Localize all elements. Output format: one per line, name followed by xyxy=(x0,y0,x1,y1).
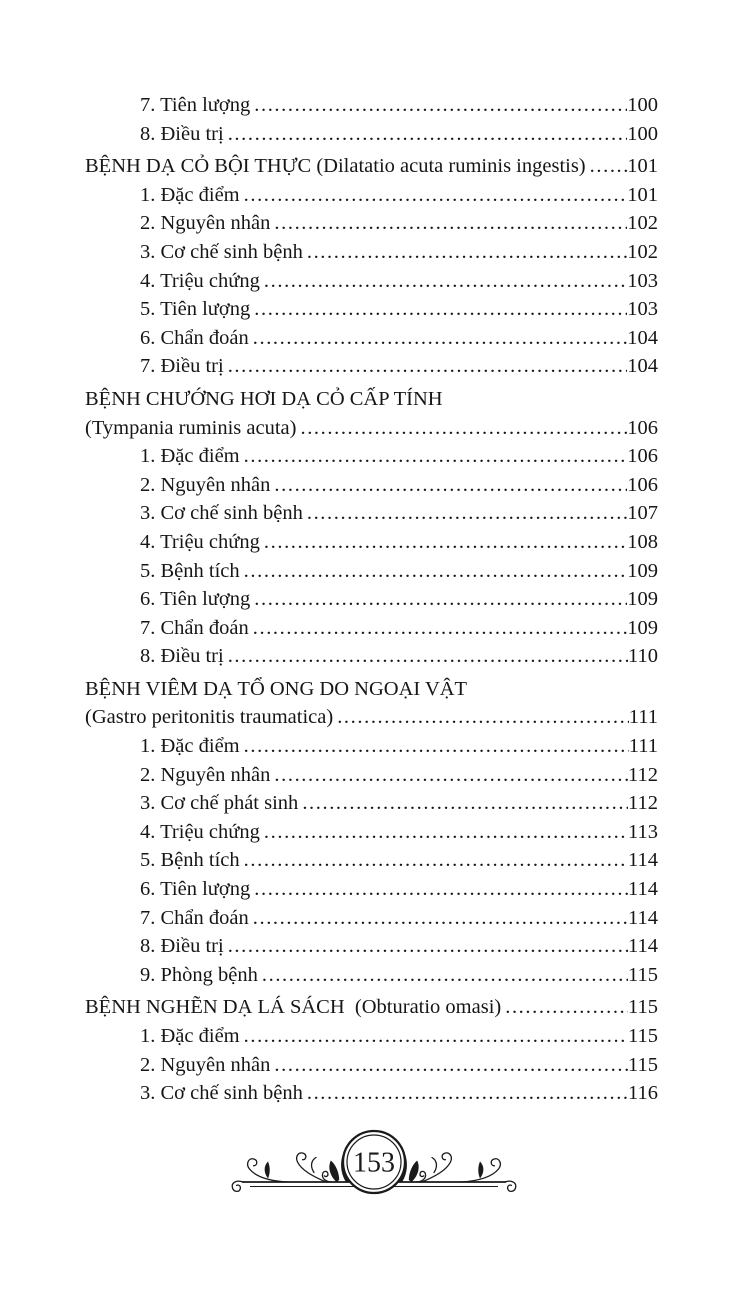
toc-entry[interactable] xyxy=(85,557,658,586)
dot-leader xyxy=(224,352,628,381)
toc-entry-page: 102 xyxy=(627,240,658,263)
toc-entry-label: 9. Phòng bệnh xyxy=(140,963,258,986)
toc-entry-label: 6. Tiên lượng xyxy=(140,878,251,901)
toc-entry[interactable] xyxy=(85,442,658,471)
dot-leader xyxy=(240,1022,628,1051)
dot-leader xyxy=(258,961,628,990)
flourish-left-icon xyxy=(232,1143,354,1192)
toc-entry[interactable] xyxy=(85,414,658,443)
dot-leader xyxy=(224,932,628,961)
toc-entry-label: 6. Tiên lượng xyxy=(140,588,251,611)
dot-leader xyxy=(333,703,629,732)
toc-entry-label: 1. Đặc điểm xyxy=(140,1025,240,1047)
toc-entry-label: 8. Điều trị xyxy=(140,935,224,958)
dot-leader xyxy=(250,91,627,120)
toc-entry-label: 8. Điều trị xyxy=(140,122,224,145)
toc-entry[interactable] xyxy=(85,181,658,210)
toc-entry-page: 101 xyxy=(627,183,658,206)
toc-entry[interactable] xyxy=(85,614,658,643)
dot-leader xyxy=(303,499,627,528)
toc-entry-label: 3. Cơ chế sinh bệnh xyxy=(140,1082,303,1105)
dot-leader xyxy=(224,642,628,671)
toc-entry-label: 8. Điều trị xyxy=(140,645,224,668)
toc-entry-page: 111 xyxy=(628,735,658,758)
toc-entry-page: 104 xyxy=(627,355,658,378)
page-number-ornament xyxy=(229,1123,519,1209)
toc-entry-label: 2. Nguyên nhân xyxy=(140,212,271,235)
toc-entry-page: 115 xyxy=(628,996,658,1019)
dot-leader xyxy=(250,585,627,614)
toc-entry-label: 7. Chẩn đoán xyxy=(140,906,249,929)
toc-entry-page: 116 xyxy=(628,1082,658,1105)
toc-entry[interactable] xyxy=(85,499,658,528)
toc-entry-page: 100 xyxy=(627,122,658,145)
toc-entry[interactable] xyxy=(85,1051,658,1080)
toc-entry[interactable] xyxy=(85,761,658,790)
table-of-contents xyxy=(85,91,658,1108)
toc-entry-page: 101 xyxy=(627,155,658,178)
toc-entry-label: BỆNH VIÊM DẠ TỔ ONG DO NGOẠI VẬT xyxy=(85,677,468,700)
toc-entry-label: 3. Cơ chế sinh bệnh xyxy=(140,240,303,263)
toc-entry-page: 114 xyxy=(628,878,658,901)
toc-entry-page: 102 xyxy=(627,212,658,235)
toc-entry[interactable] xyxy=(85,703,658,732)
toc-entry[interactable] xyxy=(85,642,658,671)
dot-leader xyxy=(240,181,628,210)
toc-entry-label: 5. Bệnh tích xyxy=(140,849,240,872)
dot-leader xyxy=(240,442,628,471)
toc-entry-page: 112 xyxy=(628,792,658,815)
dot-leader xyxy=(270,761,628,790)
toc-entry-label: 6. Chẩn đoán xyxy=(140,326,249,349)
toc-entry[interactable] xyxy=(85,324,658,353)
toc-entry[interactable] xyxy=(85,993,658,1022)
page-number: 153 xyxy=(353,1147,395,1179)
toc-entry-label: 5. Bệnh tích xyxy=(140,559,240,582)
dot-leader xyxy=(240,557,628,586)
dot-leader xyxy=(240,846,628,875)
toc-entry-label: 7. Điều trị xyxy=(140,355,224,378)
toc-entry-label: 2. Nguyên nhân xyxy=(140,1053,271,1076)
toc-entry-page: 106 xyxy=(627,445,658,468)
toc-entry[interactable] xyxy=(85,152,658,181)
toc-entry-label: 2. Nguyên nhân xyxy=(140,763,271,786)
toc-entry[interactable] xyxy=(85,352,658,381)
toc-entry-page: 103 xyxy=(627,298,658,321)
toc-entry-label: 3. Cơ chế phát sinh xyxy=(140,792,299,815)
toc-entry[interactable] xyxy=(85,732,658,761)
toc-entry[interactable] xyxy=(85,818,658,847)
dot-leader xyxy=(296,414,627,443)
toc-entry[interactable] xyxy=(85,904,658,933)
dot-leader xyxy=(250,295,627,324)
dot-leader xyxy=(270,209,627,238)
dot-leader xyxy=(586,152,628,181)
toc-entry-page: 109 xyxy=(627,616,658,639)
toc-entry-label: 1. Đặc điểm xyxy=(140,735,240,758)
toc-entry-page: 112 xyxy=(628,763,658,786)
toc-entry-page: 106 xyxy=(627,473,658,496)
toc-entry-label: 4. Triệu chứng xyxy=(140,530,260,553)
dot-leader xyxy=(303,238,627,267)
dot-leader xyxy=(249,324,628,353)
toc-entry[interactable] xyxy=(85,528,658,557)
dot-leader xyxy=(303,1079,628,1108)
toc-entry-page: 115 xyxy=(628,1053,658,1076)
toc-entry-page: 100 xyxy=(627,94,658,116)
page-number-badge xyxy=(343,1131,405,1193)
toc-entry-page: 114 xyxy=(628,935,658,958)
toc-entry-page: 111 xyxy=(628,706,658,729)
toc-entry[interactable] xyxy=(85,1022,658,1051)
toc-entry-label: (Tympania ruminis acuta) xyxy=(85,416,297,439)
dot-leader xyxy=(260,267,627,296)
toc-entry-page: 113 xyxy=(628,820,658,843)
toc-entry-label: 2. Nguyên nhân xyxy=(140,473,271,496)
toc-entry[interactable] xyxy=(85,267,658,296)
dot-leader xyxy=(270,471,627,500)
toc-entry[interactable] xyxy=(85,238,658,267)
toc-entry-page: 104 xyxy=(627,326,658,349)
toc-entry-page: 109 xyxy=(627,588,658,611)
dot-leader xyxy=(260,818,628,847)
toc-entry[interactable] xyxy=(85,120,658,149)
flourish-right-icon xyxy=(394,1143,516,1192)
toc-entry-label: (Gastro peritonitis traumatica) xyxy=(85,706,334,729)
toc-entry[interactable] xyxy=(85,385,658,414)
dot-leader xyxy=(249,904,628,933)
toc-entry-page: 109 xyxy=(627,559,658,582)
toc-entry-label: 4. Triệu chứng xyxy=(140,269,260,292)
toc-entry[interactable] xyxy=(85,209,658,238)
toc-entry[interactable] xyxy=(85,471,658,500)
toc-entry-label: 1. Đặc điểm xyxy=(140,445,240,468)
dot-leader xyxy=(298,789,628,818)
toc-entry-label: 7. Tiên lượng xyxy=(140,94,251,116)
dot-leader xyxy=(249,614,628,643)
toc-entry[interactable] xyxy=(85,585,658,614)
toc-entry-label: 5. Tiên lượng xyxy=(140,298,251,321)
toc-entry-label: BỆNH CHƯỚNG HƠI DẠ CỎ CẤP TÍNH xyxy=(85,387,443,410)
toc-entry[interactable] xyxy=(85,846,658,875)
toc-entry[interactable] xyxy=(85,91,658,120)
toc-entry-label: BỆNH NGHẼN DẠ LÁ SÁCH (Obturatio omasi) xyxy=(85,996,502,1019)
toc-entry[interactable] xyxy=(85,875,658,904)
toc-entry-page: 106 xyxy=(627,416,658,439)
dot-leader xyxy=(260,528,627,557)
toc-entry-label: 3. Cơ chế sinh bệnh xyxy=(140,502,303,525)
toc-entry-page: 114 xyxy=(628,849,658,872)
dot-leader xyxy=(270,1051,628,1080)
toc-entry-page: 114 xyxy=(628,906,658,929)
toc-entry-page: 108 xyxy=(627,530,658,553)
toc-entry[interactable] xyxy=(85,675,658,704)
toc-entry[interactable] xyxy=(85,295,658,324)
toc-entry-label: 4. Triệu chứng xyxy=(140,820,260,843)
dot-leader xyxy=(240,732,629,761)
dot-leader xyxy=(501,993,628,1022)
toc-entry[interactable] xyxy=(85,961,658,990)
toc-entry[interactable] xyxy=(85,789,658,818)
toc-entry-label: 7. Chẩn đoán xyxy=(140,616,249,639)
toc-entry-page: 103 xyxy=(627,269,658,292)
toc-entry-page: 110 xyxy=(628,645,658,668)
toc-entry-page: 115 xyxy=(628,963,658,986)
toc-entry-page: 107 xyxy=(627,502,658,525)
toc-entry[interactable] xyxy=(85,932,658,961)
dot-leader xyxy=(250,875,628,904)
toc-entry-label: 1. Đặc điểm xyxy=(140,183,240,206)
dot-leader xyxy=(224,120,628,149)
toc-entry-label: BỆNH DẠ CỎ BỘI THỰC (Dilatatio acuta ruminis ingestis) xyxy=(85,155,586,178)
toc-entry[interactable] xyxy=(85,1079,658,1108)
toc-entry-page: 115 xyxy=(628,1025,658,1047)
